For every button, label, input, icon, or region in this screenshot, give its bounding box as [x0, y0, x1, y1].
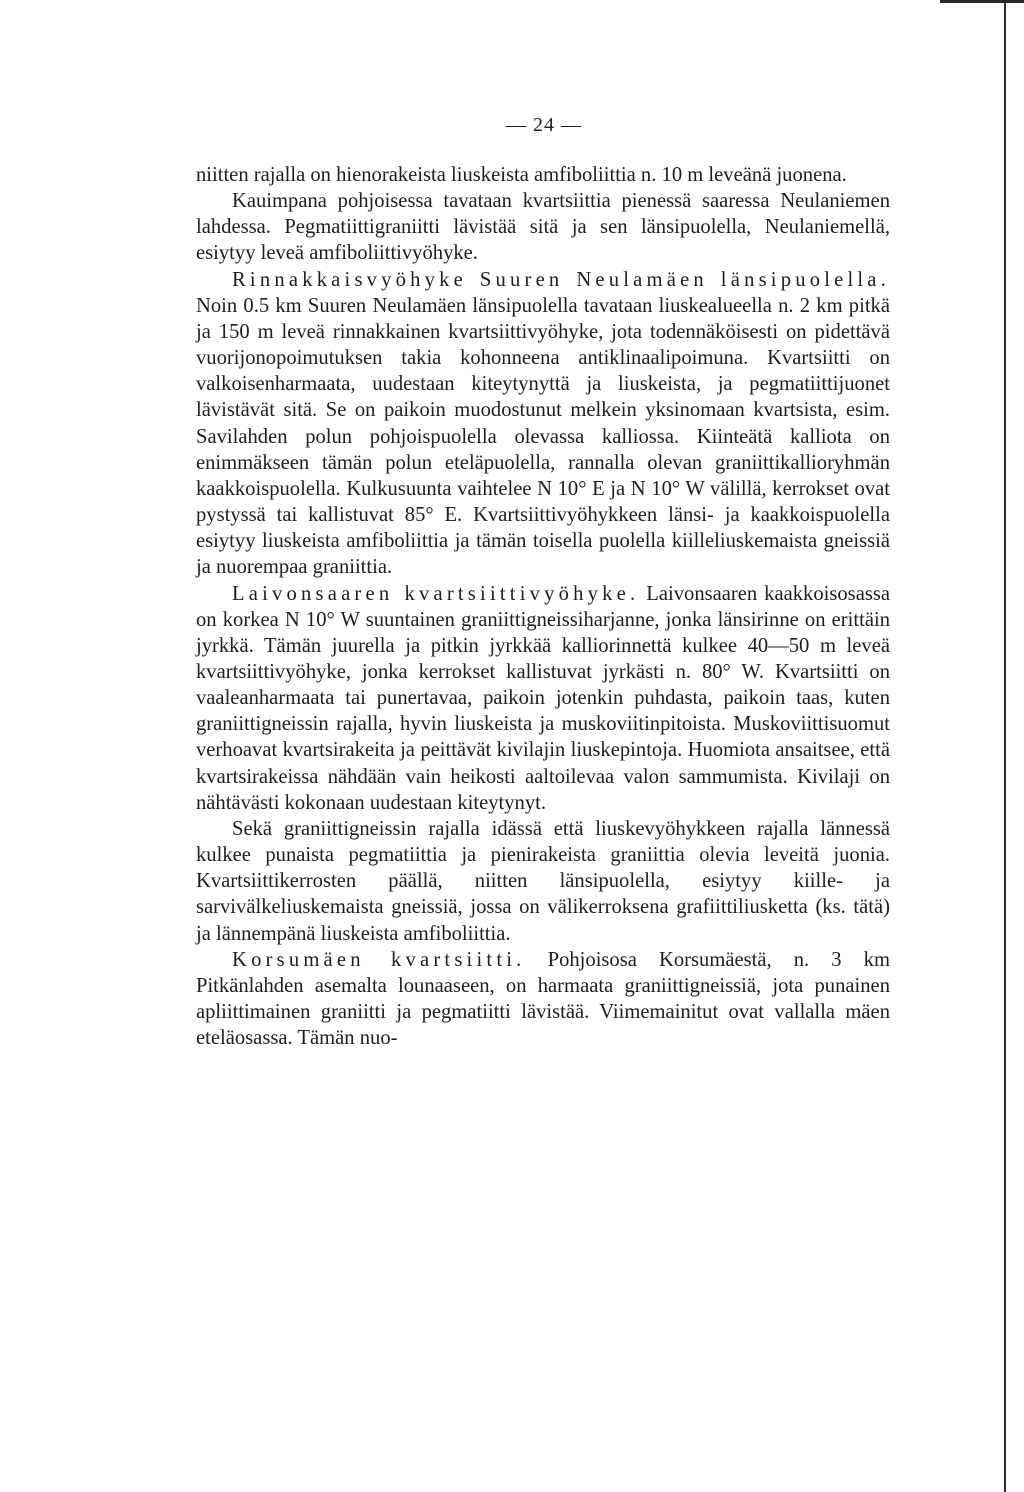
paragraph-1	[196, 162, 890, 188]
section-heading-korsumaki: Korsumäen kvartsiitti.	[232, 948, 526, 971]
page-number: — 24 —	[506, 114, 582, 136]
section-heading-rinnakkaisvyohyke: Rinnakkaisvyöhyke Suuren Neulamäen länsipuolella.	[232, 268, 890, 291]
paragraph-1-text: niitten rajalla on hienorakeista liuskeista amfiboliittia n. 10 m leveänä juonena.	[196, 164, 847, 186]
body-text	[196, 162, 890, 1051]
paragraph-6-text: Pohjoisosa Korsumäestä, n. 3 km Pitkänlahden asemalta lounaaseen, on harmaata graniittigneissiä, jota punainen apliittimainen graniitti ja pegmatiitti lävistää. Viimemainitut ovat vallalla mäen eteläosassa. Tämän nuo-	[196, 948, 890, 1050]
scan-edge-right	[1004, 0, 1006, 1492]
paragraph-6	[196, 947, 890, 1052]
paragraph-3-text: Noin 0.5 km Suuren Neulamäen länsipuolella tavataan liuskealueella n. 2 km pitkä ja 150 m leveä rinnakkainen kvartsiittivyöhyke, jota todennäköisesti on pidettävä vuorijonopoimutuksen takia kohonneena antiklinaalipoimuna. Kvartsiitti on valkoisenharmaata, uudestaan kiteytynyttä ja liuskeista, ja pegmatiittijuonet lävistävät sitä. Se on paikoin muodostunut melkein yksinomaan kvartsista, esim. Savilahden polun pohjoispuolella olevassa kalliossa. Kiinteätä kalliota on enimmäkseen tämän polun eteläpuolella, rannalla olevan graniittikallioryhmän kaakkoispuolella. Kulkusuunta vaihtelee N 10° E ja N 10° W välillä, kerrokset ovat pystyssä tai kallistuvat 85° E. Kvartsiittivyöhykkeen länsi- ja kaakkoispuolella esiytyy liuskeista amfiboliittia ja tämän toisella puolella kiilleliuskemaista gneissiä ja nuorempaa graniittia.	[196, 294, 890, 579]
paragraph-4-text: Laivonsaaren kaakkoisosassa on korkea N 10° W suuntainen graniittigneissiharjanne, jonka länsirinne on erittäin jyrkkä. Tämän juurella ja pitkin jyrkkää kalliorinnettä kulkee 40—50 m leveä kvartsiittivyöhyke, jonka kerrokset kallistuvat jyrkästi n. 80° W. Kvartsiitti on vaaleanharmaata tai punertavaa, paikoin jotenkin puhdasta, paikoin taas, kuten graniittigneissin rajalla, hyvin liuskeista ja muskoviitinpitoista. Muskoviittisuomut verhoavat kvartsirakeita ja peittävät kivilajin liuskepintoja. Huomiota ansaitsee, että kvartsirakeissa nähdään vain heikosti aaltoilevaa valon sammumista. Kivilaji on nähtävästi kokonaan uudestaan kiteytynyt.	[196, 582, 891, 814]
paragraph-3	[196, 267, 890, 581]
paragraph-2-text: Kauimpana pohjoisessa tavataan kvartsiittia pienessä saaressa Neulaniemen lahdessa. Pegmatiittigraniitti lävistää sitä ja sen länsipuolella, Neulaniemellä, esiytyy leveä amfiboliittivyöhyke.	[196, 190, 890, 265]
paragraph-2	[196, 188, 890, 266]
scan-edge-top	[940, 0, 1024, 3]
paragraph-4	[196, 581, 890, 816]
paragraph-5-text: Sekä graniittigneissin rajalla idässä että liuskevyöhykkeen rajalla lännessä kulkee punaista pegmatiittia ja pienirakeista graniittia olevia leveitä juonia. Kvartsiittikerrosten päällä, niitten länsipuolella, esiytyy kiille- ja sarvivälkeliuskemaista gneissiä, jossa on välikerroksena grafiittiliusketta (ks. tätä) ja lännempänä liuskeista amfiboliittia.	[196, 817, 890, 945]
paragraph-5	[196, 816, 890, 947]
section-heading-laivonsaari: Laivonsaaren kvartsiittivyöhyke.	[232, 582, 640, 605]
